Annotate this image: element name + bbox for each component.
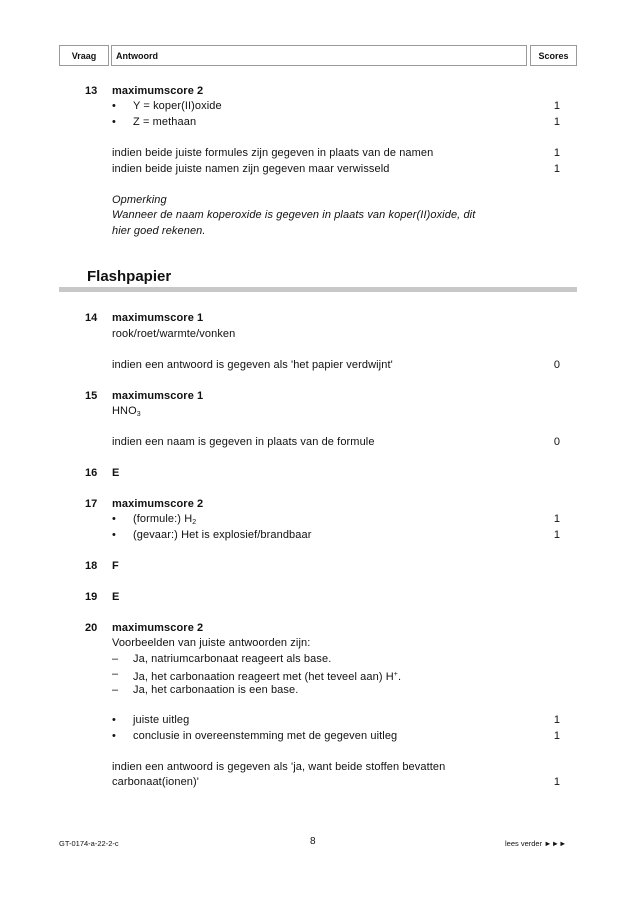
score: 0 <box>553 359 560 371</box>
dash-icon: – <box>112 668 119 680</box>
examples-intro: Voorbeelden van juiste antwoorden zijn: <box>112 637 311 649</box>
question-number: 15 <box>85 390 98 402</box>
dash-icon: – <box>112 653 119 665</box>
formula-main: (formule:) H <box>133 513 193 525</box>
answer-bullet <box>133 513 196 529</box>
dash-icon: – <box>112 684 119 696</box>
max-score: maximumscore 2 <box>112 85 204 97</box>
answer-bullet: (gevaar:) Het is explosief/brandbaar <box>133 529 312 541</box>
score: 1 <box>553 529 560 541</box>
remark-line: hier goed rekenen. <box>112 225 206 237</box>
question-number: 20 <box>85 622 98 634</box>
answer: E <box>112 591 120 603</box>
scoring-note: indien beide juiste formules zijn gegeven in plaats van de namen <box>112 147 434 159</box>
score: 1 <box>553 116 560 128</box>
formula-subscript: 2 <box>192 519 197 526</box>
bullet-icon: • <box>112 529 116 541</box>
question-number: 16 <box>85 467 98 479</box>
max-score: maximumscore 1 <box>112 312 204 324</box>
answer-bullet: Z = methaan <box>133 116 197 128</box>
remark-line: Wanneer de naam koperoxide is gegeven in plaats van koper(II)oxide, dit <box>112 209 476 221</box>
answer-bullet: Y = koper(II)oxide <box>133 100 222 112</box>
header-scores: Scores <box>530 45 577 66</box>
scoring-note: indien beide juiste namen zijn gegeven maar verwisseld <box>112 163 390 175</box>
score: 1 <box>553 147 560 159</box>
bullet-icon: • <box>112 100 116 112</box>
scoring-note: indien een antwoord is gegeven als 'het papier verdwijnt' <box>112 359 393 371</box>
score: 0 <box>553 436 560 448</box>
next-page-link: lees verder ►►► <box>505 839 567 848</box>
example-answer: Ja, natriumcarbonaat reageert als base. <box>133 653 332 665</box>
header-antwoord: Antwoord <box>111 45 527 66</box>
scoring-note: indien een antwoord is gegeven als 'ja, want beide stoffen bevatten <box>112 761 446 773</box>
bullet-icon: • <box>112 116 116 128</box>
score: 1 <box>553 513 560 525</box>
scoring-note: carbonaat(ionen)' <box>112 776 199 788</box>
answer: E <box>112 467 120 479</box>
example-text: Ja, het carbonaation reageert met (het teveel aan) H <box>133 671 394 683</box>
score: 1 <box>553 714 560 726</box>
remark-title: Opmerking <box>112 194 167 206</box>
page-number: 8 <box>310 836 316 847</box>
score: 1 <box>553 100 560 112</box>
question-number: 19 <box>85 591 98 603</box>
answer-formula <box>112 405 141 421</box>
superscript: + <box>393 671 398 678</box>
section-title: Flashpapier <box>87 268 172 285</box>
question-number: 18 <box>85 560 98 572</box>
answer-bullet: juiste uitleg <box>133 714 190 726</box>
answer: F <box>112 560 119 572</box>
header-vraag: Vraag <box>59 45 109 66</box>
bullet-icon: • <box>112 730 116 742</box>
bullet-icon: • <box>112 714 116 726</box>
max-score: maximumscore 2 <box>112 622 204 634</box>
question-number: 17 <box>85 498 98 510</box>
answer: rook/roet/warmte/vonken <box>112 328 236 340</box>
formula-main: HNO <box>112 405 137 417</box>
question-number: 14 <box>85 312 98 324</box>
max-score: maximumscore 2 <box>112 498 204 510</box>
formula-subscript: 3 <box>136 411 141 418</box>
answer-bullet: conclusie in overeenstemming met de gegeven uitleg <box>133 730 398 742</box>
score: 1 <box>553 730 560 742</box>
section-divider <box>59 287 577 292</box>
score: 1 <box>553 776 560 788</box>
bullet-icon: • <box>112 513 116 525</box>
score: 1 <box>553 163 560 175</box>
scoring-note: indien een naam is gegeven in plaats van de formule <box>112 436 375 448</box>
example-end: . <box>398 671 402 683</box>
question-number: 13 <box>85 85 98 97</box>
example-answer: Ja, het carbonaation is een base. <box>133 684 299 696</box>
footer-code: GT-0174-a-22-2-c <box>59 839 119 848</box>
max-score: maximumscore 1 <box>112 390 204 402</box>
example-answer <box>133 668 401 684</box>
